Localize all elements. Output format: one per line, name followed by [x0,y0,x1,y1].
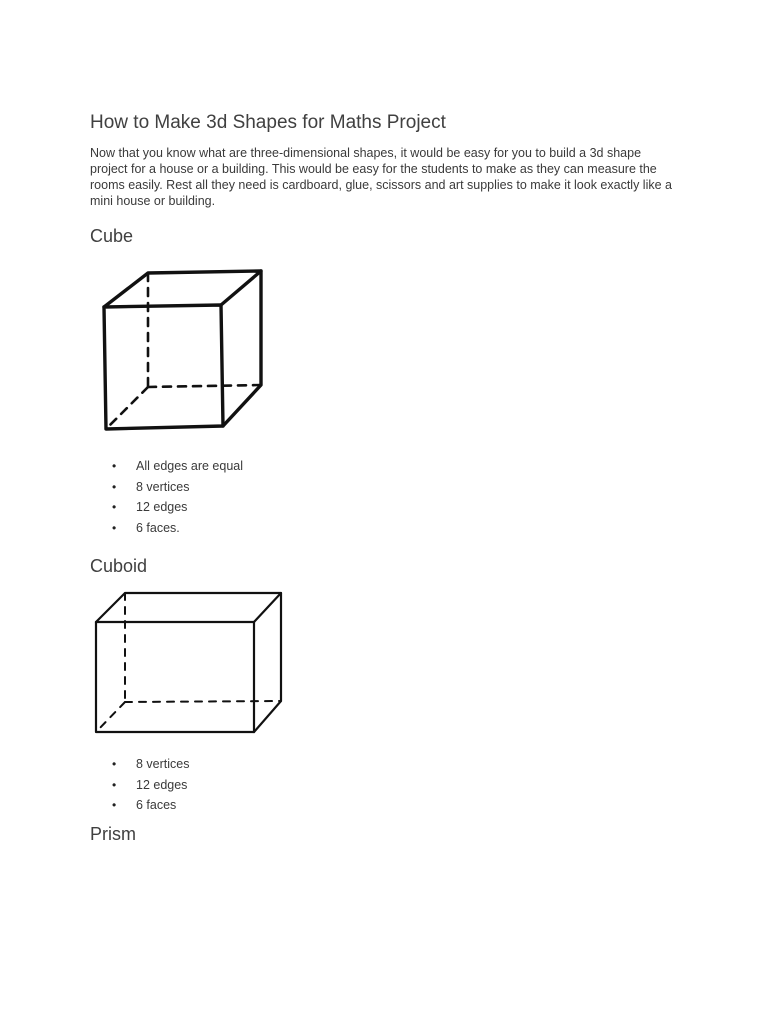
document-page [90,110,690,844]
heading-cube: Cube [90,226,134,246]
heading-prism: Prism [90,824,136,844]
list-item: • 8 vertices [90,754,190,775]
list-item: • 8 vertices [90,477,243,498]
cuboid-figure [93,590,293,740]
cube-figure [100,265,280,435]
list-item: • All edges are equal [90,456,243,477]
cube-properties-list [90,456,243,539]
cuboid-properties-list [90,754,190,816]
cuboid-wireframe-icon [93,590,293,740]
list-item: • 6 faces [90,795,190,816]
page-title: How to Make 3d Shapes for Maths Project [90,112,446,133]
cube-wireframe-icon [100,265,280,435]
heading-cuboid: Cuboid [90,556,148,576]
list-item: • 12 edges [90,497,243,518]
list-item: • 12 edges [90,775,190,796]
list-item: • 6 faces. [90,518,243,539]
intro-paragraph: Now that you know what are three-dimensional shapes, it would be easy for you to build a 3d shape project for a house or a building. This would be easy for the students to make as they can measure the rooms easily. Rest all they need is cardboard, glue, scissors and art supplies to make it look exactly like a mini house or building. [90,146,672,208]
